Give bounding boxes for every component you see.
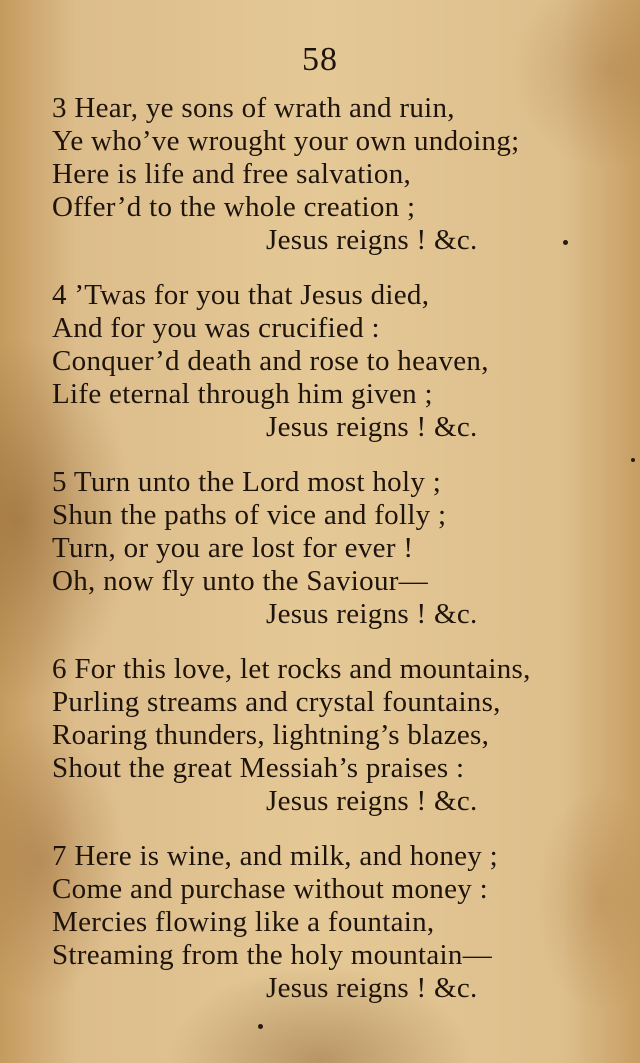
verse-line: 4 ’Twas for you that Jesus died, [52, 279, 430, 311]
verse-line: Roaring thunders, lightning’s blazes, [52, 719, 490, 751]
verse-line: Offer’d to the whole creation ; [52, 191, 416, 223]
page-number: 58 [302, 41, 338, 78]
verse-line: Come and purchase without money : [52, 873, 488, 905]
verse-line: Shout the great Messiah’s praises : [52, 752, 465, 784]
verse-line: Purling streams and crystal fountains, [52, 686, 501, 718]
verse-refrain: Jesus reigns ! &c. [266, 598, 478, 630]
verse-refrain: Jesus reigns ! &c. [266, 972, 478, 1004]
verse-line: Shun the paths of vice and folly ; [52, 499, 447, 531]
verse-7 [52, 840, 637, 1005]
verse-5 [52, 466, 637, 631]
verse-line: Conquer’d death and rose to heaven, [52, 345, 489, 377]
verse-line: Ye who’ve wrought your own undoing; [52, 125, 520, 157]
verse-refrain: Jesus reigns ! &c. [266, 224, 478, 256]
verse-line: Mercies flowing like a fountain, [52, 906, 435, 938]
ink-speck [631, 458, 635, 462]
verse-6 [52, 653, 637, 818]
verse-line: Here is life and free salvation, [52, 158, 412, 190]
verse-line: Turn, or you are lost for ever ! [52, 532, 414, 564]
verse-line: 6 For this love, let rocks and mountains, [52, 653, 531, 685]
ink-speck [563, 240, 568, 245]
verse-4 [52, 279, 637, 444]
verse-line: Streaming from the holy mountain— [52, 939, 493, 971]
verse-line: 3 Hear, ye sons of wrath and ruin, [52, 92, 455, 124]
ink-speck [258, 1024, 263, 1029]
verse-refrain: Jesus reigns ! &c. [266, 785, 478, 817]
hymn-verses [52, 92, 637, 1027]
verse-line: Life eternal through him given ; [52, 378, 433, 410]
verse-line: And for you was crucified : [52, 312, 380, 344]
verse-line: 5 Turn unto the Lord most holy ; [52, 466, 442, 498]
verse-line: 7 Here is wine, and milk, and honey ; [52, 840, 499, 872]
verse-refrain: Jesus reigns ! &c. [266, 411, 478, 443]
verse-3 [52, 92, 637, 257]
verse-line: Oh, now fly unto the Saviour— [52, 565, 428, 597]
